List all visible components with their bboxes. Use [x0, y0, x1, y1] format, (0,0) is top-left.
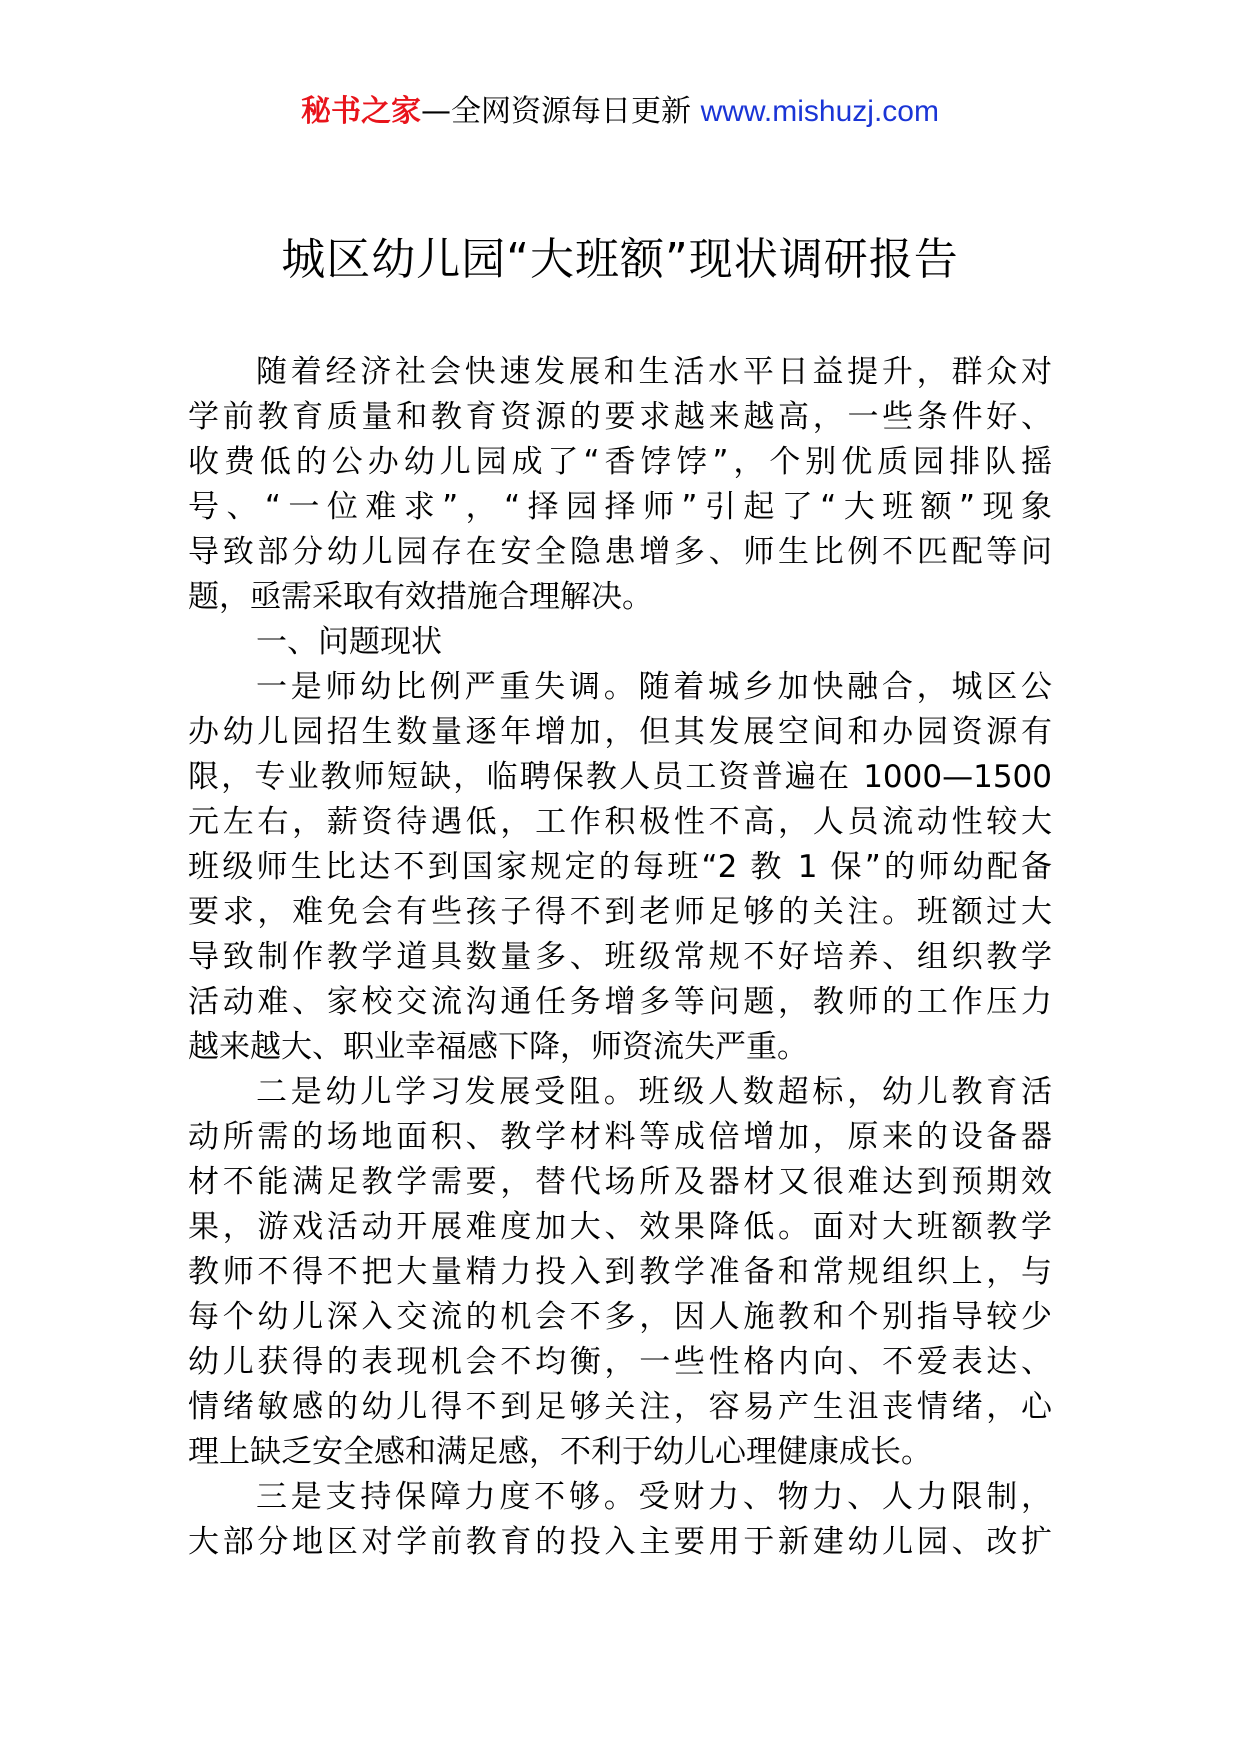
section-heading	[188, 620, 1052, 665]
site-header	[0, 92, 1240, 132]
text-line: 号、“一位难求”，“择园择师”引起了“大班额”现象	[188, 489, 1052, 525]
site-url-link[interactable]: www.mishuzj.com	[700, 95, 939, 128]
paragraph	[188, 350, 1052, 620]
text-line: 教师不得不把大量精力投入到教学准备和常规组织上，与	[188, 1254, 1052, 1290]
text-line: 幼儿获得的表现机会不均衡，一些性格内向、不爱表达、	[188, 1344, 1052, 1380]
text-line: 材不能满足教学需要，替代场所及器材又很难达到预期效	[188, 1164, 1052, 1200]
document-title: 城区幼儿园“大班额”现状调研报告	[281, 234, 959, 285]
text-line: 一、问题现状	[256, 624, 442, 660]
text-line: 办幼儿园招生数量逐年增加，但其发展空间和办园资源有	[188, 714, 1052, 750]
text-line: 限，专业教师短缺，临聘保教人员工资普遍在 1000—1500	[188, 759, 1052, 795]
site-brand: 秘书之家	[301, 94, 422, 129]
text-line: 理上缺乏安全感和满足感，不利于幼儿心理健康成长。	[188, 1434, 932, 1470]
text-line: 三是支持保障力度不够。受财力、物力、人力限制，	[256, 1479, 1052, 1515]
paragraph	[188, 1070, 1052, 1475]
text-line: 收费低的公办幼儿园成了“香饽饽”，个别优质园排队摇	[188, 444, 1052, 480]
text-line: 班级师生比达不到国家规定的每班“2 教 1 保”的师幼配备	[188, 849, 1052, 885]
text-line: 情绪敏感的幼儿得不到足够关注，容易产生沮丧情绪，心	[188, 1389, 1052, 1425]
text-line: 大部分地区对学前教育的投入主要用于新建幼儿园、改扩	[188, 1524, 1052, 1560]
text-line: 活动难、家校交流沟通任务增多等问题，教师的工作压力	[188, 984, 1052, 1020]
text-line: 要求，难免会有些孩子得不到老师足够的关注。班额过大	[188, 894, 1052, 930]
text-line: 果，游戏活动开展难度加大、效果降低。面对大班额教学	[188, 1209, 1052, 1245]
text-line: 学前教育质量和教育资源的要求越来越高，一些条件好、	[188, 399, 1052, 435]
text-line: 题，亟需采取有效措施合理解决。	[188, 579, 653, 615]
site-tagline: —全网资源每日更新	[421, 94, 692, 129]
text-line: 二是幼儿学习发展受阻。班级人数超标，幼儿教育活	[256, 1074, 1052, 1110]
document-body	[188, 350, 1052, 1565]
text-line: 每个幼儿深入交流的机会不多，因人施教和个别指导较少	[188, 1299, 1052, 1335]
paragraph	[188, 665, 1052, 1070]
text-line: 一是师幼比例严重失调。随着城乡加快融合，城区公	[256, 669, 1052, 705]
text-line: 动所需的场地面积、教学材料等成倍增加，原来的设备器	[188, 1119, 1052, 1155]
paragraph	[188, 1475, 1052, 1565]
text-line: 越来越大、职业幸福感下降，师资流失严重。	[188, 1029, 808, 1065]
text-line: 导致制作教学道具数量多、班级常规不好培养、组织教学	[188, 939, 1052, 975]
text-line: 随着经济社会快速发展和生活水平日益提升，群众对	[256, 354, 1052, 390]
text-line: 导致部分幼儿园存在安全隐患增多、师生比例不匹配等问	[188, 534, 1052, 570]
text-line: 元左右，薪资待遇低，工作积极性不高，人员流动性较大	[188, 804, 1052, 840]
